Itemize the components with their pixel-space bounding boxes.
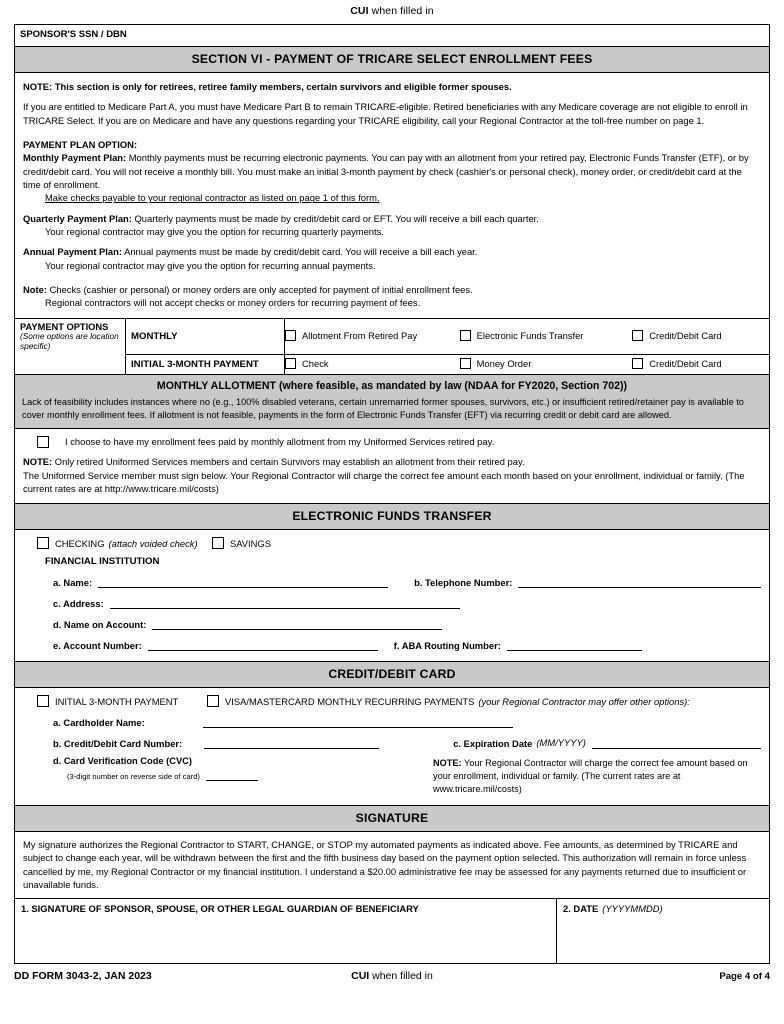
option-savings[interactable] [212,537,271,549]
checkbox-icon[interactable] [207,695,219,707]
cardholder-name-label: a. Cardholder Name: [53,716,145,728]
credit-card-header [15,662,769,688]
signature-fields-row [15,899,769,963]
recurring-label: VISA/MASTERCARD MONTHLY RECURRING PAYMENTS [225,695,475,707]
card-number-input[interactable] [204,737,379,749]
sponsor-ssn-dbn-field[interactable] [15,25,769,47]
cui-banner-bottom-bold: CUI [351,970,370,983]
plan-quarterly-sub: Your regional contractor may give you the option for recurring quarterly payments. [45,226,384,238]
eft-name-row [23,576,761,588]
sponsor-ssn-dbn-label: SPONSOR'S SSN / DBN [20,29,127,40]
eft-telephone-label: b. Telephone Number: [414,576,513,588]
page-footer [14,964,770,982]
option-initial-3-month-payment[interactable] [37,695,207,707]
option-label: Money Order [476,358,532,370]
payment-options-plan-monthly: MONTHLY [126,319,285,355]
recurring-note: (your Regional Contractor may offer other options): [478,695,690,707]
cui-banner-bottom [263,970,520,982]
intro-note: NOTE: This section is only for retirees, retiree family members, certain survivors and eligible former spouses. [23,81,512,92]
eft-header [15,504,769,530]
initial-payment-label: INITIAL 3-MONTH PAYMENT [55,695,179,707]
checkbox-icon[interactable] [460,358,471,369]
payment-options-row-monthly [15,319,769,355]
intro-note2-label: Note: [23,284,47,296]
eft-account-number-label: e. Account Number: [53,639,142,651]
eft-name-on-account-label: d. Name on Account: [53,618,147,630]
option-credit-debit-card-initial[interactable] [632,358,721,369]
expiration-date-label: c. Expiration Date [453,737,533,749]
section-vi-header [15,47,769,73]
checkbox-icon[interactable] [632,330,643,341]
cvc-input[interactable] [206,769,258,781]
monthly-allotment-title: MONTHLY ALLOTMENT (where feasible, as mandated by law (NDAA for FY2020, Section 702)) [156,380,628,393]
eft-account-number-input[interactable] [148,639,378,651]
option-checking[interactable] [37,537,212,549]
signature-header [15,806,769,832]
payment-options-header-label: PAYMENT OPTIONS [20,321,109,332]
cvc-sub-row [53,769,433,781]
plan-annual-text: Annual payments must be made by credit/debit card. You will receive a bill each year. [121,246,478,258]
cui-banner-bottom-rest: when filled in [369,970,433,983]
eft-block [15,530,769,662]
cvc-sub-label: (3-digit number on reverse side of card) [67,771,200,781]
option-label: Electronic Funds Transfer [476,330,584,342]
eft-address-label: c. Address: [53,597,104,609]
credit-card-type-row [23,695,761,707]
section-vi-title: SECTION VI - PAYMENT OF TRICARE SELECT ENROLLMENT FEES [191,52,593,66]
date-field[interactable] [557,899,769,963]
option-credit-debit-card-monthly[interactable] [632,330,721,341]
card-number-row [23,737,761,749]
option-label: Allotment From Retired Pay [302,330,418,342]
cui-banner-top [14,0,770,24]
eft-name-input[interactable] [98,576,388,588]
option-label: Check [302,358,329,370]
checkbox-icon[interactable] [212,537,224,549]
plan-monthly [23,151,761,191]
signature-field[interactable] [15,899,557,963]
plan-annual [23,245,761,258]
checking-label: CHECKING [55,537,105,549]
cvc-label: d. Card Verification Code (CVC) [53,756,192,767]
allotment-note-line1 [23,455,761,468]
credit-card-block [15,688,769,806]
date-field-label: 2. DATE [563,903,599,915]
savings-label: SAVINGS [230,537,271,549]
signature-authorization-text: My signature authorizes the Regional Contractor to START, CHANGE, or STOP my automated payments as indicated above. Fee amounts, as determined by TRICARE and subject to change each year, will be withdrawn between the first and the fifth business day based on the payment option selected. This authorization will remain in force unless cancelled by me, my Regional Contractor or my financial institution. I understand a $20.00 administrative fee may be assessed for any payments returned due to insufficient or unavailable funds. [15,832,769,899]
plan-monthly-underline [23,191,761,204]
option-allotment-from-retired-pay[interactable] [285,330,457,341]
allotment-note-label: NOTE: [23,456,53,468]
plan-monthly-name: Monthly Payment Plan: [23,152,127,164]
intro-note2 [23,283,761,296]
payment-options-table [15,319,769,375]
checkbox-icon[interactable] [37,695,49,707]
page-number: Page 4 of 4 [719,970,770,982]
eft-aba-routing-label: f. ABA Routing Number: [393,639,501,651]
plan-annual-sub: Your regional contractor may give you the option for recurring annual payments. [45,259,376,271]
credit-card-note [433,757,761,796]
checkbox-icon[interactable] [632,358,643,369]
allotment-checkbox-label: I choose to have my enrollment fees paid by monthly allotment from my Uniformed Services retired pay. [65,436,495,448]
allotment-choice-block [15,429,769,504]
card-number-label: b. Credit/Debit Card Number: [53,737,183,749]
plan-quarterly-text: Quarterly payments must be made by credit/debit card or EFT. You will receive a bill each quarter. [131,212,539,224]
intro-block [15,73,769,319]
cui-banner-top-rest: when filled in [368,5,434,17]
payment-options-initial-choices [285,355,770,375]
cardholder-name-row [23,716,761,728]
checkbox-icon[interactable] [37,436,49,448]
option-check[interactable] [285,358,457,369]
signature-field-label: 1. SIGNATURE OF SPONSOR, SPOUSE, OR OTHER LEGAL GUARDIAN OF BENEFICIARY [21,903,419,915]
cvc-and-note-row [23,757,761,796]
checkbox-icon[interactable] [460,330,471,341]
date-field-format: (YYYYMMDD) [602,903,663,915]
plan-monthly-underline-text: Make checks payable to your regional contractor as listed on page 1 of this form. [45,192,380,204]
plan-quarterly-name: Quarterly Payment Plan: [23,212,132,224]
eft-name-label: a. Name: [53,576,93,588]
financial-institution-heading: FINANCIAL INSTITUTION [45,556,160,568]
eft-name-on-account-row [23,618,761,630]
plan-quarterly [23,212,761,225]
plan-monthly-text: Monthly payments must be recurring electronic payments. You can pay with an allotment from your retired pay, Electronic Funds Transfer (ETF), or by credit/debit card. You will not receive a monthly bill. You must make an initial 3-month payment by check (cashier's or personal check), money order, or credit/debit card at the time of enrollment. [23,152,749,191]
allotment-note-line2: The Uniformed Service member must sign below. Your Regional Contractor will charge the correct fee amount each month based on your enrollment, individual or family. (The current rates are at http://www.tricare.mil/costs) [23,469,745,494]
payment-options-plan-initial: INITIAL 3-MONTH PAYMENT [126,355,285,375]
payment-options-header-cell-spacer [15,355,126,375]
eft-account-type-row [23,537,761,549]
monthly-allotment-body: Lack of feasibility includes instances where no (e.g., 100% disabled veterans, certain unremarried former spouses, survivors, etc.) or insufficient retired/retainer pay is available to cover monthly enrollment fees. If allotment is not feasible, payments in the form of Electronic Funds Transfer (EFT) via recurring credit or debit card are allowed. [22,397,744,420]
cvc-group [53,757,433,796]
form-id: DD FORM 3043-2, JAN 2023 [14,970,152,983]
medicare-paragraph: If you are entitled to Medicare Part A, you must have Medicare Part B to remain TRICARE-eligible. Retired beneficiaries with any Medicare coverage are not eligible to enroll in TRICARE Select. If you are on Medicare and have any questions regarding your TRICARE eligibility, call your Regional Contractor at the toll-free number on page 1. [23,101,748,126]
payment-options-header-sub: (Some options are location specific) [20,330,119,351]
credit-card-title: CREDIT/DEBIT CARD [328,667,456,682]
cardholder-name-input[interactable] [203,716,513,728]
intro-note2-sub: Regional contractors will not accept checks or money orders for recurring payment of fees. [45,297,421,309]
monthly-allotment-block [15,375,769,429]
checkbox-icon[interactable] [285,358,296,369]
expiration-date-input[interactable] [592,737,761,749]
intro-note2-text: Checks (cashier or personal) or money orders are only accepted for payment of initial enrollment fees. [46,284,473,296]
option-label: Credit/Debit Card [649,330,722,342]
option-money-order[interactable] [460,358,630,369]
eft-address-row [23,597,761,609]
eft-aba-routing-input[interactable] [507,639,642,651]
credit-card-note-text: Your Regional Contractor will charge the correct fee amount based on your enrollment, individual or family. (The current rates are at www.tricare.mil/costs) [433,758,748,795]
plan-annual-name: Annual Payment Plan: [23,246,122,258]
eft-telephone-input[interactable] [518,576,761,588]
option-label: Credit/Debit Card [649,358,722,370]
credit-card-note-label: NOTE: [433,758,462,769]
payment-options-monthly-choices [285,319,770,355]
cui-banner-top-bold: CUI [350,5,369,17]
eft-title: ELECTRONIC FUNDS TRANSFER [292,509,492,524]
form-frame [14,24,770,964]
eft-address-input[interactable] [110,597,460,609]
eft-account-aba-row [23,639,761,651]
payment-options-row-initial [15,355,769,375]
signature-title: SIGNATURE [355,810,429,825]
option-electronic-funds-transfer[interactable] [460,330,630,341]
allotment-checkbox-row[interactable] [23,436,761,448]
payment-plan-option-heading: PAYMENT PLAN OPTION: [23,139,138,151]
expiration-date-format: (MM/YYYY) [536,737,586,749]
checking-note: (attach voided check) [108,537,198,549]
allotment-note-text1: Only retired Uniformed Services members and certain Survivors may establish an allotment from their retired pay. [52,456,525,468]
eft-name-on-account-input[interactable] [152,618,442,630]
option-visa-mastercard-recurring[interactable] [207,695,690,707]
payment-options-header-cell [15,319,126,355]
checkbox-icon[interactable] [285,330,296,341]
checkbox-icon[interactable] [37,537,49,549]
